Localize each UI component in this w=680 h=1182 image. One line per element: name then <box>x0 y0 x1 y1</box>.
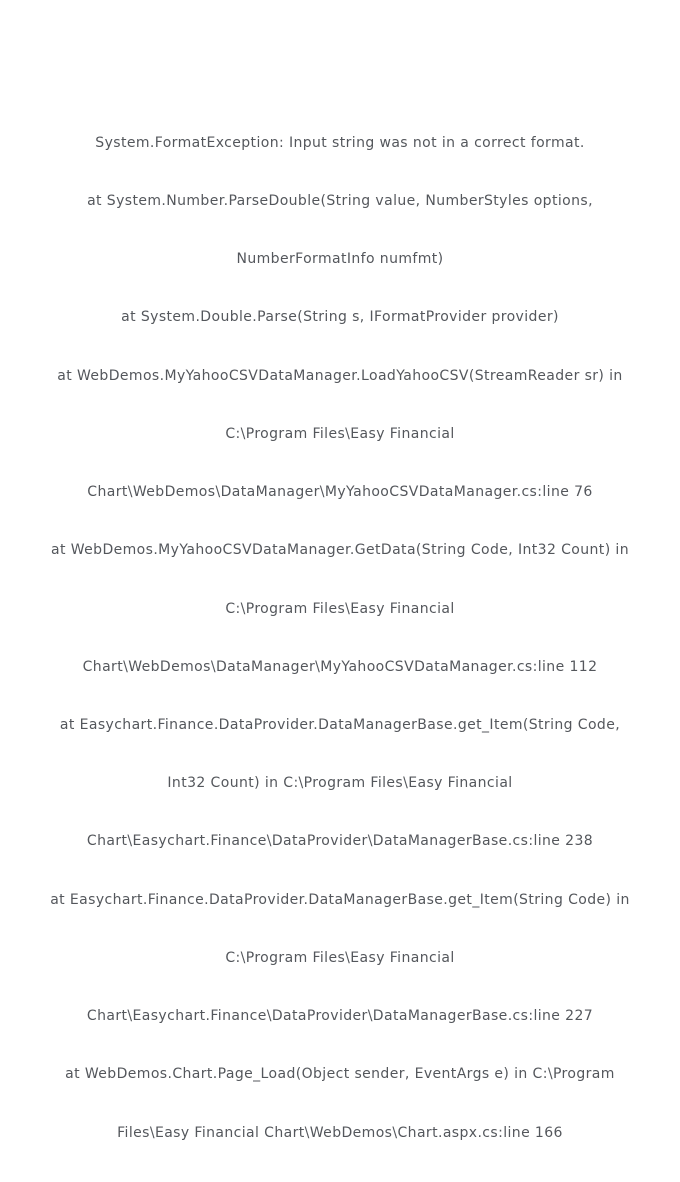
stack-trace-line: Chart\WebDemos\DataManager\MyYahooCSVDataManager.cs:line 76 <box>87 484 593 501</box>
stack-trace-line: Files\Easy Financial Chart\WebDemos\Chart.aspx.cs:line 166 <box>117 1124 563 1141</box>
stack-trace-line: at Easychart.Finance.DataProvider.DataManagerBase.get_Item(String Code, <box>59 717 621 733</box>
stack-trace-line: at System.Number.ParseDouble(String value, NumberStyles options, <box>87 193 593 210</box>
stack-trace-line: at WebDemos.MyYahooCSVDataManager.GetData(String Code, Int32 Count) in <box>51 542 629 559</box>
stack-trace-line: C:\Program Files\Easy Financial <box>225 425 455 442</box>
stack-trace-line: at System.Double.Parse(String s, IFormatProvider provider) <box>121 309 559 326</box>
stack-trace-line: NumberFormatInfo numfmt) <box>236 251 444 268</box>
exception-stack-trace <box>0 95 680 1182</box>
stack-trace-line: Chart\WebDemos\DataManager\MyYahooCSVDataManager.cs:line 112 <box>82 658 598 675</box>
stack-trace-line: at Easychart.Finance.DataProvider.DataManagerBase.get_Item(String Code) in <box>50 891 630 908</box>
stack-trace-line: C:\Program Files\Easy Financial <box>225 600 455 617</box>
stack-trace-line: System.FormatException: Input string was not in a correct format. <box>95 134 585 151</box>
stack-trace-line: Chart\Easychart.Finance\DataProvider\DataManagerBase.cs:line 238 <box>86 833 594 850</box>
stack-trace-line: C:\Program Files\Easy Financial <box>225 949 455 966</box>
stack-trace-line: at WebDemos.MyYahooCSVDataManager.LoadYahooCSV(StreamReader sr) in <box>57 367 623 384</box>
stack-trace-line: Chart\Easychart.Finance\DataProvider\DataManagerBase.cs:line 227 <box>86 1008 594 1025</box>
stack-trace-line: Int32 Count) in C:\Program Files\Easy Financial <box>167 775 513 792</box>
stack-trace-line: at WebDemos.Chart.Page_Load(Object sender, EventArgs e) in C:\Program <box>65 1066 615 1083</box>
